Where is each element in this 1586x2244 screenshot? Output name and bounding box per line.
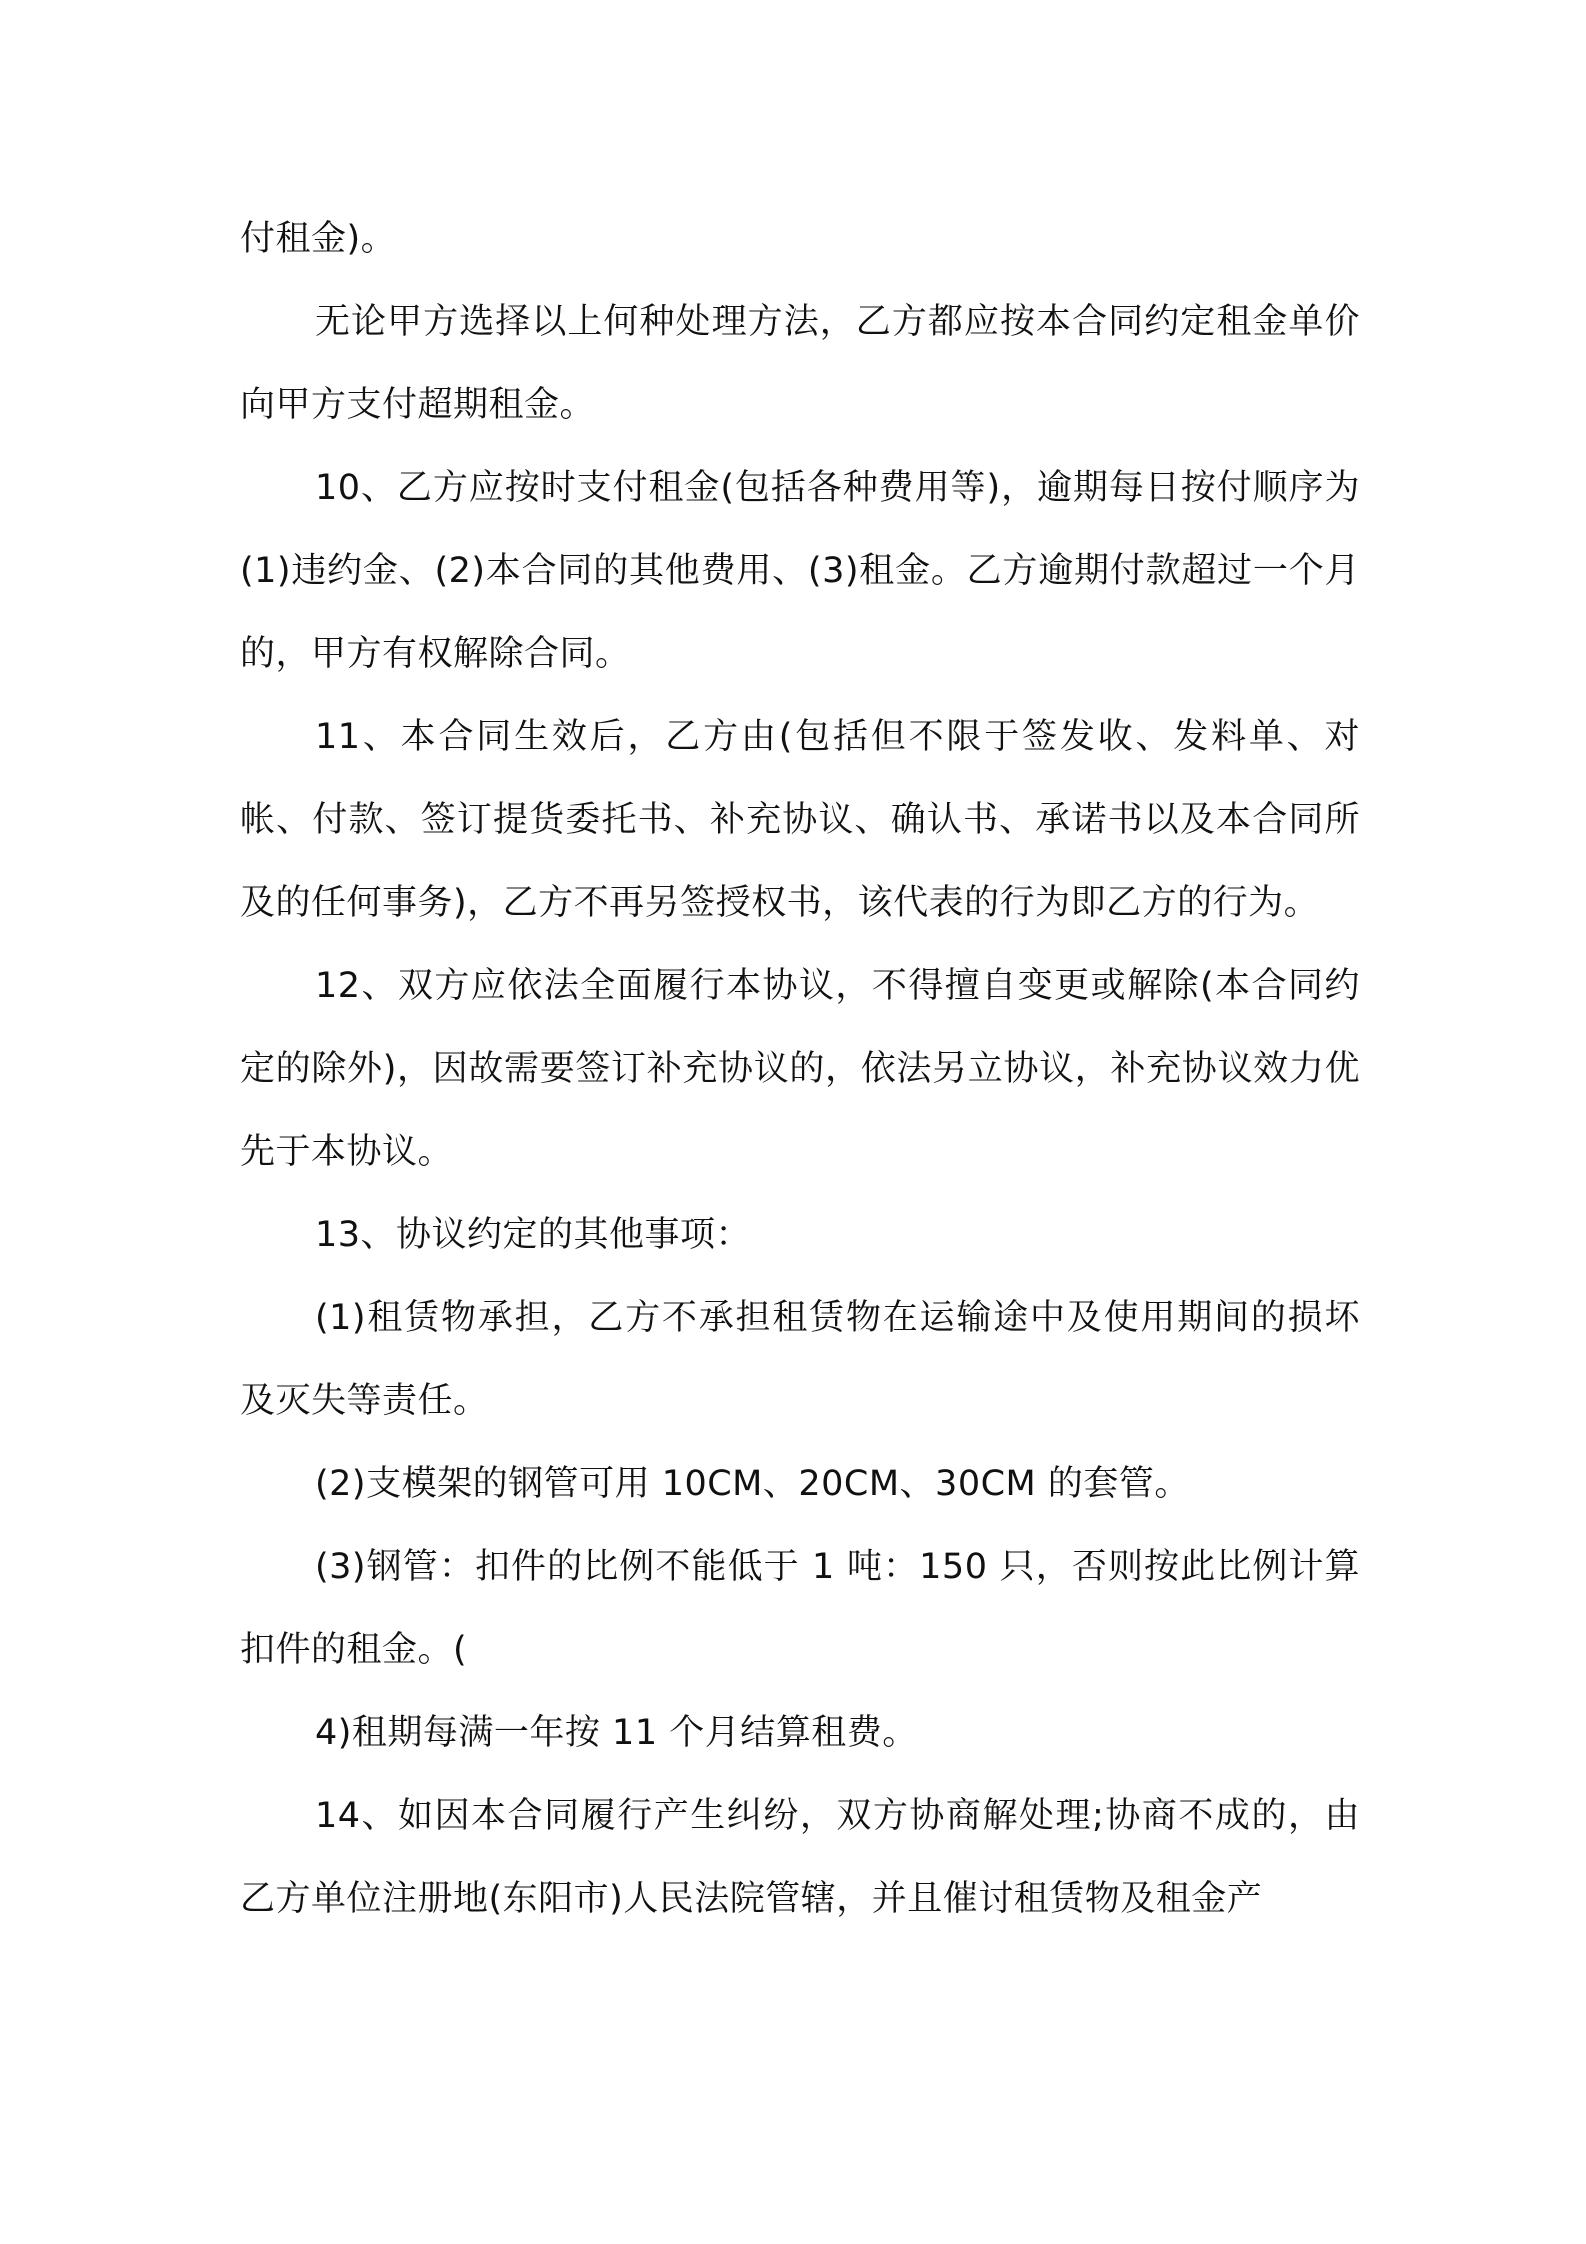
paragraph-clause-12: 12、双方应依法全面履行本协议，不得擅自变更或解除(本合同约定的除外)，因故需要签订补充协议的，依法另立协议，补充协议效力优先于本协议。 [240,966,1360,1172]
paragraph-overdue-rent: 无论甲方选择以上何种处理方法，乙方都应按本合同约定租金单价向甲方支付超期租金。 [240,302,1360,425]
paragraph-clause-13-item-4: 4)租期每满一年按 11 个月结算租费。 [315,1713,918,1753]
paragraph-clause-13-heading: 13、协议约定的其他事项： [315,1215,752,1255]
paragraph-clause-13-item-1: (1)租赁物承担，乙方不承担租赁物在运输途中及使用期间的损坏及灭失等责任。 [240,1298,1360,1421]
paragraph-clause-10: 10、乙方应按时支付租金(包括各种费用等)，逾期每日按付顺序为(1)违约金、(2)本合同的其他费用、(3)租金。乙方逾期付款超过一个月的，甲方有权解除合同。 [240,468,1360,674]
paragraph-clause-13-item-3: (3)钢管：扣件的比例不能低于 1 吨：150 只，否则按此比例计算扣件的租金。( [240,1547,1360,1670]
paragraph-rent-continuation: 付租金)。 [240,219,397,259]
paragraph-clause-13-item-2: (2)支模架的钢管可用 10CM、20CM、30CM 的套管。 [315,1464,1190,1504]
paragraph-clause-14: 14、如因本合同履行产生纠纷，双方协商解处理;协商不成的，由乙方单位注册地(东阳市)人民法院管辖，并且催讨租赁物及租金产 [240,1796,1360,1919]
document-body [240,198,1360,1941]
paragraph-clause-11: 11、本合同生效后，乙方由(包括但不限于签发收、发料单、对帐、付款、签订提货委托书、补充协议、确认书、承诺书以及本合同所及的任何事务)，乙方不再另签授权书，该代表的行为即乙方的行为。 [240,717,1360,923]
